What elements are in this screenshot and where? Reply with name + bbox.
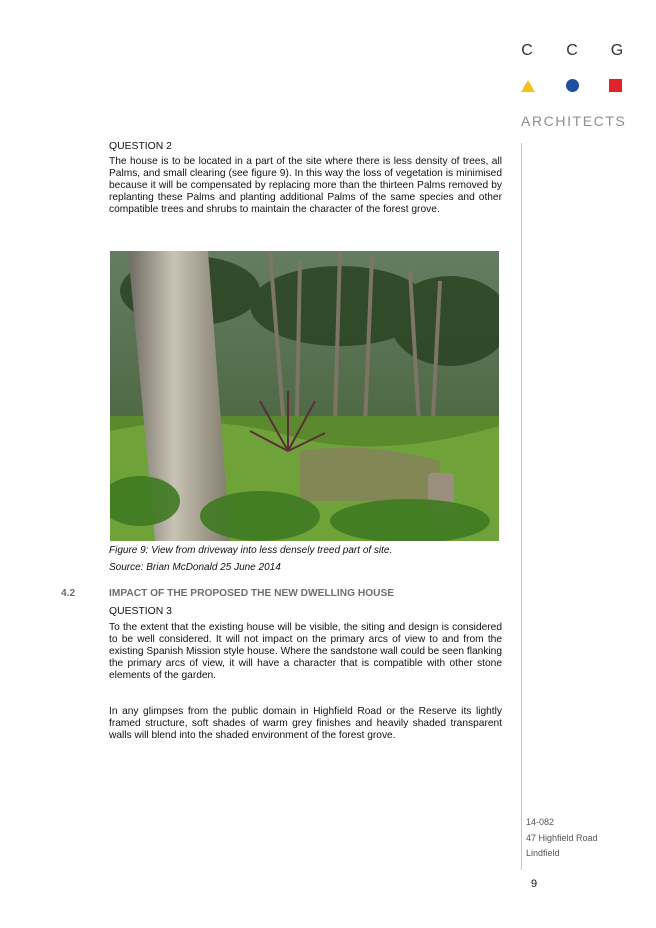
question-3-heading: QUESTION 3 [109,606,172,617]
figure-caption: Figure 9: View from driveway into less densely treed part of site. [109,545,393,556]
footer-reference: 14-082 [526,817,555,827]
yellow-triangle-icon [521,80,535,92]
logo-letters [520,42,624,60]
site-photo [110,251,499,541]
page-number: 9 [531,878,538,890]
question-3-paragraph-2: In any glimpses from the public domain in Highfield Road or the Reserve its lightly framed structure, soft shades of warm grey finishes and heavily shaded transparent walls will blend into the shaded environment of the forest grove. [109,706,502,741]
logo-letter-1: C [521,42,533,59]
question-2-heading: QUESTION 2 [109,141,172,152]
blue-circle-icon [566,79,579,92]
question-3-paragraph-1: To the extent that the existing house will be visible, the siting and design is considered to be well considered. It will not impact on the primary arcs of view to and from the existing Spanish Mission style house. Where the sandstone wall could be seen flanking the primary arcs of view, it will have a character that is compatible with other stone elements of the garden. [109,622,503,681]
section-number: 4.2 [61,588,76,599]
logo-letter-3: G [610,42,624,59]
logo-letter-2: C [566,42,578,59]
red-square-icon [609,79,622,92]
logo-shapes [520,79,624,95]
footer-suburb: Lindfield [526,848,560,858]
footer-address: 47 Highfield Road [526,833,598,843]
section-title: IMPACT OF THE PROPOSED THE NEW DWELLING HOUSE [109,588,395,599]
figure-source: Source: Brian McDonald 25 June 2014 [109,562,281,573]
logo-wordmark: ARCHITECTS [521,113,627,129]
question-2-paragraph: The house is to be located in a part of the site where there is less density of trees, all Palms, and small clearing (see figure 9). In this way the loss of vegetation is minimised because it will be compensated by replacing more than the thirteen Palms removed by replanting these Palms and planting additional Palms of the same species and other compatible trees and shrubs to maintain the character of the forest grove. [109,156,502,215]
margin-divider [521,143,522,870]
